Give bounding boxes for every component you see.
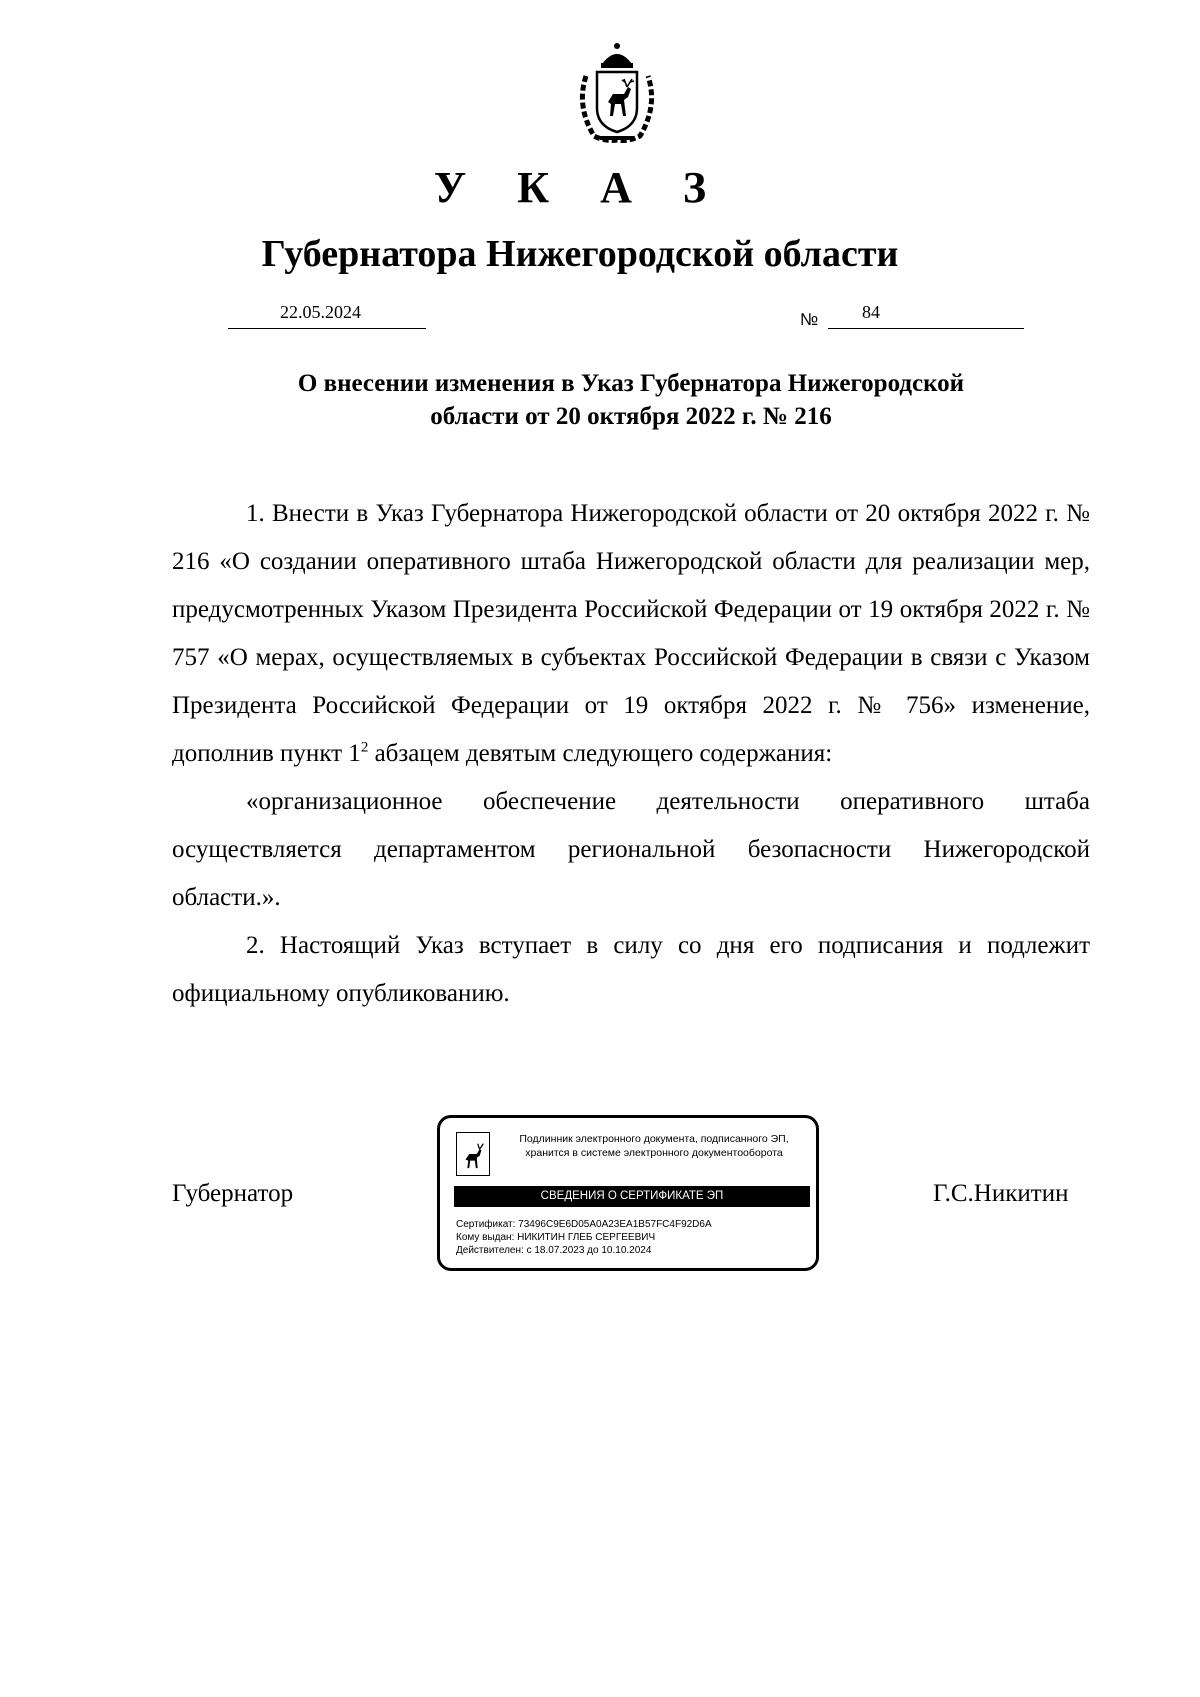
document-body xyxy=(172,490,1090,1018)
decree-subtitle: Губернатора Нижегородской области xyxy=(261,233,899,275)
signatory-position: Губернатор xyxy=(172,1180,294,1207)
coat-of-arms-icon xyxy=(572,42,662,147)
document-heading xyxy=(0,367,1200,433)
number-field xyxy=(828,300,1024,329)
date-field xyxy=(228,300,426,329)
paragraph-2: «организационное обеспечение деятельности оперативного штаба осуществляется департаментом региональной безопасности Нижегородской области.». xyxy=(172,788,1090,911)
number-sign: № xyxy=(800,310,819,329)
signatory-name: Г.С.Никитин xyxy=(933,1180,1069,1207)
certificate-details xyxy=(456,1218,712,1257)
certificate-header: СВЕДЕНИЯ О СЕРТИФИКАТЕ ЭП xyxy=(454,1186,810,1207)
paragraph-1-superscript: 2 xyxy=(360,739,369,756)
document-date: 22.05.2024 xyxy=(280,302,361,322)
paragraph-1 xyxy=(172,490,1090,778)
paragraph-1-end: абзацем девятым следующего содержания: xyxy=(368,740,833,767)
electronic-signature-stamp xyxy=(437,1115,819,1271)
heading-line-1: О внесении изменения в Указ Губернатора Нижегородской xyxy=(297,370,965,397)
certificate-serial: Сертификат: 73496C9E6D05A0A23EA1B57FC4F92D6A xyxy=(456,1219,712,1230)
document-number: 84 xyxy=(862,302,880,322)
certificate-validity: Действителен: с 18.07.2023 до 10.10.2024 xyxy=(456,1245,652,1256)
certificate-owner: Кому выдан: НИКИТИН ГЛЕБ СЕРГЕЕВИЧ xyxy=(456,1232,656,1243)
heading-line-2: области от 20 октября 2022 г. № 216 xyxy=(430,403,832,430)
decree-title: У К А З xyxy=(433,163,727,212)
paragraph-3: 2. Настоящий Указ вступает в силу со дня его подписания и подлежит официальному опубликованию. xyxy=(172,932,1090,1007)
paragraph-1-text: 1. Внести в Указ Губернатора Нижегородской области от 20 октября 2022 г. № 216 «О создании оперативного штаба Нижегородской области для реализации мер, предусмотренных Указом Президента Российской Федерации от 19 октября 2022 г. № 757 «О мерах, осуществляемых в субъектах Российской Федерации в связи с Указом Президента Российской Федерации от 19 октября 2022 г. № 756» изменение, дополнив пункт 1 xyxy=(172,500,1090,767)
stamp-note: Подлинник электронного документа, подписанного ЭП, хранится в системе электронного документооборота xyxy=(519,1133,789,1159)
deer-emblem-icon xyxy=(456,1132,490,1176)
